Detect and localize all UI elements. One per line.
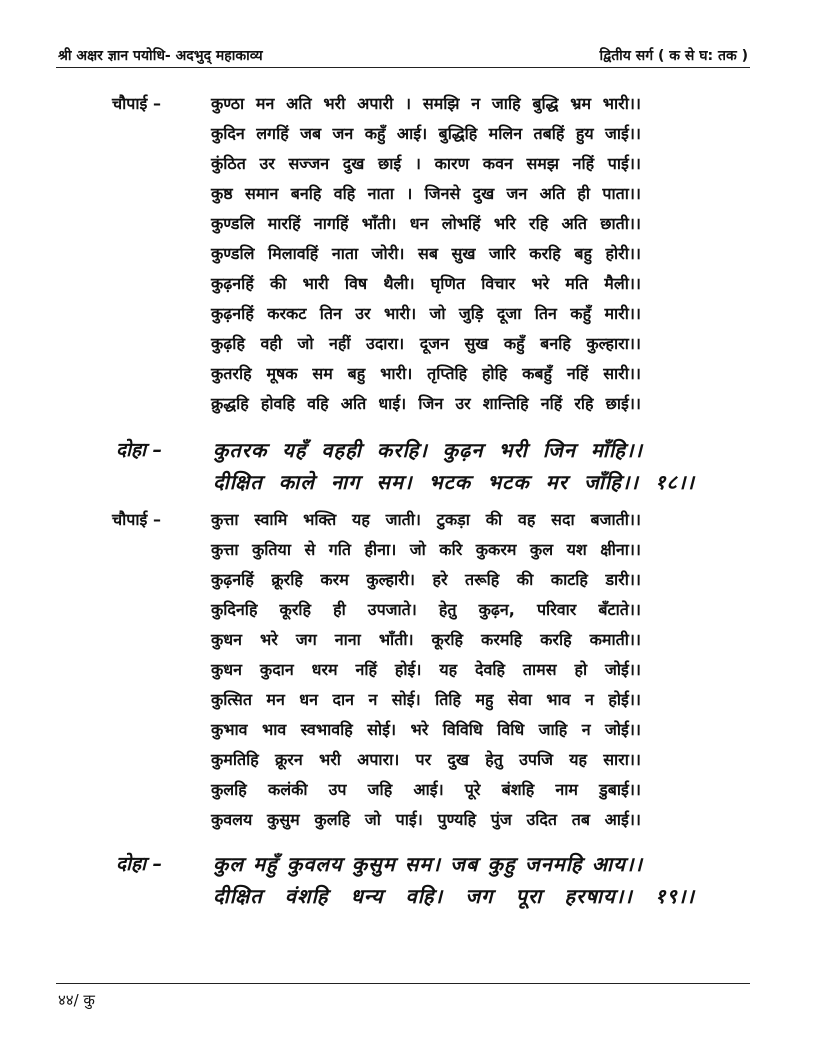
chaupai-label: चौपाई –	[112, 510, 161, 529]
verse-line: कुलहि कलंकी उप जहि आई। पूरे बंशहि नाम डुबाई।।	[211, 780, 641, 799]
doha-line: दीक्षित वंशहि धन्य वहि। जग पूरा हरषाय।। १९।।	[213, 884, 695, 908]
verse-line: क्रुद्धहि होवहि वहि अति धाई। जिन उर शान्तिहि नहिं रहि छाई।।	[211, 394, 641, 413]
doha-line: कुतरक यहँ वहही करहि। कुढ़न भरी जिन माँहि।।	[213, 438, 643, 462]
verse-line: कुढ़नहिं करकट तिन उर भारी। जो जुड़ि दूजा तिन कहुँ मारी।।	[211, 304, 641, 323]
doha-line: दीक्षित काले नाग सम। भटक भटक मर जाँहि।। १८।।	[213, 470, 695, 494]
verse-line: कुदिनहि कूरहि ही उपजाते। हेतु कुढ़न, परिवार बँटाते।।	[211, 600, 641, 619]
verse-line: कुदिन लगहिं जब जन कहुँ आई। बुद्धिहि मलिन तबहिं हुय जाई।।	[211, 124, 641, 143]
verse-line: कुतरहि मूषक सम बहु भारी। तृप्तिहि होहि कबहुँ नहिं सारी।।	[211, 364, 641, 383]
verse-line: कुढ़हि वही जो नहीं उदारा। दूजन सुख कहुँ बनहि कुल्हारा।।	[211, 334, 641, 353]
footer-rule	[56, 983, 750, 984]
chapter-title: द्वितीय सर्ग ( क से घ: तक )	[599, 48, 748, 64]
header-rule	[56, 67, 750, 68]
verse-line: कुधन कुदान धरम नहिं होई। यह देवहि तामस हो जोई।।	[211, 660, 641, 679]
chaupai-label: चौपाई –	[112, 94, 161, 113]
verse-line: कुधन भरे जग नाना भाँती। कूरहि करमहि करहि कमाती।।	[211, 630, 641, 649]
page-number: ४४/ कु	[58, 991, 95, 1009]
verse-line: कुत्ता कुतिया से गति हीना। जो करि कुकरम कुल यश क्षीना।।	[211, 540, 641, 559]
verse-line: कुंठित उर सज्जन दुख छाई । कारण कवन समझ नहिं पाई।।	[211, 154, 641, 173]
verse-line: कुष्ठ समान बनहि वहि नाता । जिनसे दुख जन अति ही पाता।।	[211, 184, 641, 203]
verse-line: कुण्ठा मन अति भरी अपारी । समझि न जाहि बुद्धि भ्रम भारी।।	[211, 94, 641, 113]
doha-label: दोहा –	[116, 853, 163, 875]
book-title: श्री अक्षर ज्ञान पयोधि- अदभुद् महाकाव्य	[58, 48, 263, 64]
verse-line: कुण्डलि मारहिं नागहिं भाँती। धन लोभहिं भरि रहि अति छाती।।	[211, 214, 641, 233]
verse-line: कुत्ता स्वामि भक्ति यह जाती। टुकड़ा की वह सदा बजाती।।	[211, 510, 641, 529]
page-header	[56, 44, 750, 68]
verse-line: कुमतिहि क्रूरन भरी अपारा। पर दुख हेतु उपजि यह सारा।।	[211, 750, 641, 769]
doha-line: कुल महुँ कुवलय कुसुम सम। जब कुहु जनमहि आय।।	[213, 852, 643, 876]
doha-label: दोहा –	[116, 439, 163, 461]
verse-line: कुवलय कुसुम कुलहि जो पाई। पुण्यहि पुंज उदित तब आई।।	[211, 810, 641, 829]
verse-line: कुभाव भाव स्वभावहि सोई। भरे विविधि विधि जाहि न जोई।।	[211, 720, 641, 739]
verse-line: कुण्डलि मिलावहिं नाता जोरी। सब सुख जारि करहि बहु होरी।।	[211, 244, 641, 263]
verse-line: कुढ़नहिं क्रूरहि करम कुल्हारी। हरे तरूहि की काटहि डारी।।	[211, 570, 641, 589]
verse-line: कुढ़नहिं की भारी विष थैली। घृणित विचार भरे मति मैली।।	[211, 274, 641, 293]
verse-line: कुत्सित मन धन दान न सोई। तिहि महु सेवा भाव न होई।।	[211, 690, 641, 709]
